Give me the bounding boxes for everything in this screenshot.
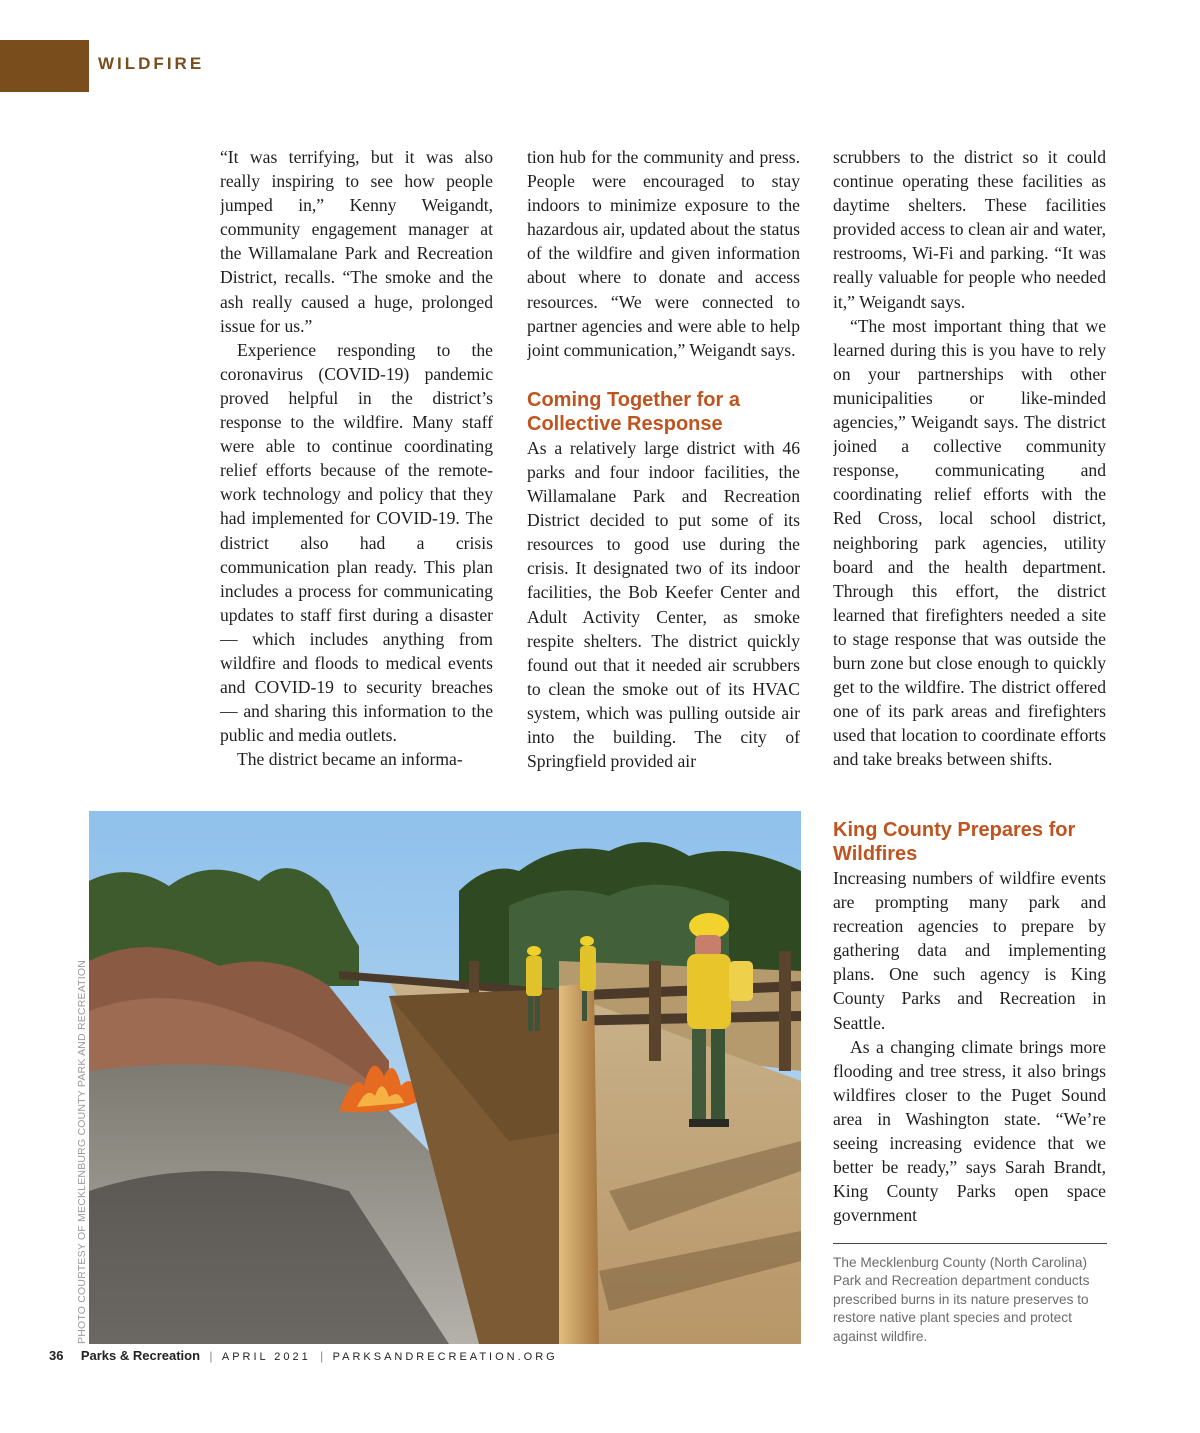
subhead-king-county: King County Prepares for Wildfires [833, 819, 1076, 865]
article-column-1 [220, 145, 493, 800]
paragraph: scrubbers to the district so it could continue operating these facilities as daytime shelters. These facilities provided access to clean air and water, restrooms, Wi-Fi and parking. “It was really valuable for people who needed it,” Weigandt says. [833, 147, 1106, 312]
article-column-3-top [833, 145, 1106, 800]
footer-separator: | [209, 1349, 213, 1363]
paragraph: tion hub for the community and press. People were encouraged to stay indoors to minimize exposure to the hazardous air, updated about the status of the wildfire and given information about where to donate and access resources. “We were connected to partner agencies and were able to help joint communication,” Weigandt says. [527, 147, 800, 360]
paragraph: “It was terrifying, but it was also really inspiring to see how people jumped in,” Kenny Weigandt, community engagement manager at the Willamalane Park and Recreation District, recalls. “The smoke and the ash really caused a huge, prolonged issue for us.” [220, 147, 493, 336]
paragraph: The district became an informa- [237, 749, 463, 770]
footer-separator: | [320, 1349, 324, 1363]
photo-caption: The Mecklenburg County (North Carolina) Park and Recreation department conducts prescribed burns in its nature preserves to restore native plant species and protect against wildfire. [833, 1255, 1090, 1344]
prescribed-burn-photo [89, 811, 801, 1344]
article-column-3-bottom [833, 818, 1106, 1230]
paragraph: As a changing climate brings more flooding and tree stress, it also brings wildfires closer to the Puget Sound area in Washington state. “We’re seeing increasing evidence that we better be ready,” says Sarah Brandt, King County Parks open space government [833, 1036, 1106, 1226]
photo-credit: PHOTO COURTESY OF MECKLENBURG COUNTY PARK AND RECREATION [76, 959, 88, 1344]
website: PARKSANDRECREATION.ORG [332, 1351, 558, 1363]
magazine-name: Parks & Recreation [80, 1348, 201, 1363]
section-color-tab [0, 40, 89, 92]
page-number: 36 [49, 1348, 64, 1363]
article-column-2 [527, 145, 800, 800]
paragraph: “The most important thing that we learned during this is you have to rely on your partnerships with other municipalities or like-minded agencies,” Weigandt says. The district joined a collective community response, communicating and coordinating relief efforts with the Red Cross, local school district, neighboring park agencies, utility board and the health department. Through this effort, the district learned that firefighters needed a site to stage response that was outside the burn zone but close enough to quickly get to the wildfire. The district offered one of its park areas and firefighters used that location to coordinate efforts and take breaks between shifts. [833, 315, 1106, 770]
issue-date: APRIL 2021 [221, 1351, 311, 1363]
caption-divider [833, 1243, 1107, 1244]
page-footer [49, 1348, 558, 1363]
section-label: WILDFIRE [98, 54, 205, 73]
subhead-collective-response: Coming Together for a Collective Response [527, 388, 740, 435]
paragraph: Experience responding to the coronavirus (COVID-19) pandemic proved helpful in the district’s response to the wildfire. Many staff were able to continue coordinating relief efforts because of the remote-work technology and policy that they had implemented for COVID-19. The district also had a crisis communication plan ready. This plan includes a process for communicating updates to staff first during a disaster — which includes anything from wildfire and floods to medical events and COVID-19 to security breaches — and sharing this information to the public and media outlets. [220, 339, 493, 746]
paragraph: As a relatively large district with 46 parks and four indoor facilities, the Willamalane Park and Recreation District decided to put some of its resources to good use during the crisis. It designated two of its indoor facilities, the Bob Keefer Center and Adult Activity Center, as smoke respite shelters. The district quickly found out that it needed air scrubbers to clean the smoke out of its HVAC system, which was pulling outside air into the building. The city of Springfield provided air [527, 437, 800, 772]
paragraph: Increasing numbers of wildfire events are prompting many park and recreation agencies to prepare by gathering data and implementing plans. One such agency is King County Parks and Recreation in Seattle. [833, 868, 1106, 1033]
